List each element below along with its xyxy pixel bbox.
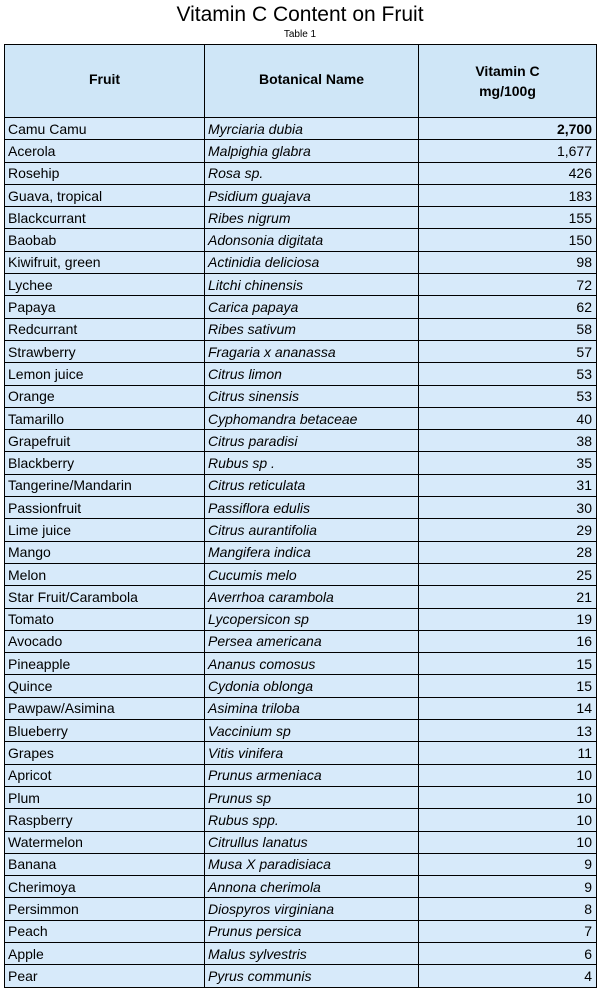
- fruit-cell: Lychee: [5, 274, 205, 296]
- vitamin-value-cell: 40: [419, 407, 597, 429]
- vitamin-value-cell: 30: [419, 497, 597, 519]
- fruit-column-header: Fruit: [5, 45, 205, 118]
- botanical-name-cell: Cucumis melo: [205, 563, 419, 585]
- table-row: [5, 340, 597, 362]
- botanical-name-cell: Pyrus communis: [205, 965, 419, 987]
- botanical-name-cell: Malpighia glabra: [205, 140, 419, 162]
- vitamin-value-cell: 28: [419, 541, 597, 563]
- table-row: [5, 697, 597, 719]
- vitamin-value-cell: 29: [419, 519, 597, 541]
- table-row: [5, 118, 597, 140]
- botanical-column-header: Botanical Name: [205, 45, 419, 118]
- vitamin-value-cell: 9: [419, 853, 597, 875]
- botanical-name-cell: Averrhoa carambola: [205, 586, 419, 608]
- fruit-cell: Banana: [5, 853, 205, 875]
- page-title: Vitamin C Content on Fruit: [176, 3, 424, 26]
- fruit-cell: Star Fruit/Carambola: [5, 586, 205, 608]
- fruit-cell: Lime juice: [5, 519, 205, 541]
- table-row: [5, 608, 597, 630]
- table-row: [5, 920, 597, 942]
- fruit-cell: Avocado: [5, 630, 205, 652]
- fruit-cell: Plum: [5, 786, 205, 808]
- vitamin-value-cell: 13: [419, 720, 597, 742]
- table-row: [5, 430, 597, 452]
- botanical-name-cell: Diospyros virginiana: [205, 898, 419, 920]
- table-row: [5, 140, 597, 162]
- fruit-cell: Camu Camu: [5, 118, 205, 140]
- table-row: [5, 229, 597, 251]
- table-row: [5, 853, 597, 875]
- table-row: [5, 720, 597, 742]
- fruit-cell: Mango: [5, 541, 205, 563]
- vitamin-column-header: [419, 45, 597, 118]
- fruit-cell: Apricot: [5, 764, 205, 786]
- botanical-name-cell: Prunus persica: [205, 920, 419, 942]
- fruit-cell: Strawberry: [5, 340, 205, 362]
- table-row: [5, 563, 597, 585]
- fruit-cell: Grapefruit: [5, 430, 205, 452]
- botanical-name-cell: Lycopersicon sp: [205, 608, 419, 630]
- botanical-name-cell: Actinidia deliciosa: [205, 251, 419, 273]
- table-row: [5, 965, 597, 987]
- botanical-name-cell: Citrus paradisi: [205, 430, 419, 452]
- vitamin-value-cell: 10: [419, 764, 597, 786]
- fruit-cell: Apple: [5, 942, 205, 964]
- botanical-name-cell: Ananus comosus: [205, 653, 419, 675]
- fruit-cell: Papaya: [5, 296, 205, 318]
- botanical-name-cell: Musa X paradisiaca: [205, 853, 419, 875]
- fruit-cell: Quince: [5, 675, 205, 697]
- fruit-cell: Watermelon: [5, 831, 205, 853]
- fruit-cell: Raspberry: [5, 809, 205, 831]
- botanical-name-cell: Asimina triloba: [205, 697, 419, 719]
- table-row: [5, 942, 597, 964]
- botanical-name-cell: Citrus reticulata: [205, 474, 419, 496]
- table-row: [5, 675, 597, 697]
- vitamin-value-cell: 155: [419, 207, 597, 229]
- fruit-cell: Blackberry: [5, 452, 205, 474]
- vitamin-value-cell: 14: [419, 697, 597, 719]
- fruit-cell: Persimmon: [5, 898, 205, 920]
- table-row: [5, 474, 597, 496]
- table-row: [5, 407, 597, 429]
- vitamin-value-cell: 31: [419, 474, 597, 496]
- table-row: [5, 876, 597, 898]
- fruit-cell: Tamarillo: [5, 407, 205, 429]
- table-row: [5, 586, 597, 608]
- botanical-name-cell: Ribes sativum: [205, 318, 419, 340]
- vitamin-value-cell: 4: [419, 965, 597, 987]
- fruit-cell: Redcurrant: [5, 318, 205, 340]
- table-row: [5, 162, 597, 184]
- fruit-cell: Tangerine/Mandarin: [5, 474, 205, 496]
- botanical-name-cell: Vaccinium sp: [205, 720, 419, 742]
- botanical-name-cell: Rosa sp.: [205, 162, 419, 184]
- botanical-name-cell: Citrullus lanatus: [205, 831, 419, 853]
- fruit-cell: Baobab: [5, 229, 205, 251]
- table-row: [5, 184, 597, 206]
- vitamin-value-cell: 62: [419, 296, 597, 318]
- botanical-name-cell: Litchi chinensis: [205, 274, 419, 296]
- botanical-name-cell: Passiflora edulis: [205, 497, 419, 519]
- table-row: [5, 274, 597, 296]
- botanical-name-cell: Vitis vinifera: [205, 742, 419, 764]
- table-row: [5, 786, 597, 808]
- vitamin-value-cell: 25: [419, 563, 597, 585]
- vitamin-value-cell: 57: [419, 340, 597, 362]
- fruit-cell: Cherimoya: [5, 876, 205, 898]
- vitamin-value-cell: 10: [419, 786, 597, 808]
- fruit-cell: Rosehip: [5, 162, 205, 184]
- botanical-name-cell: Persea americana: [205, 630, 419, 652]
- vitamin-value-cell: 2,700: [419, 118, 597, 140]
- vitamin-header-line1: Vitamin C: [475, 63, 540, 79]
- vitamin-value-cell: 9: [419, 876, 597, 898]
- vitamin-value-cell: 35: [419, 452, 597, 474]
- table-row: [5, 385, 597, 407]
- table-row: [5, 898, 597, 920]
- botanical-name-cell: Prunus sp: [205, 786, 419, 808]
- vitamin-value-cell: 21: [419, 586, 597, 608]
- botanical-name-cell: Mangifera indica: [205, 541, 419, 563]
- botanical-name-cell: Fragaria x ananassa: [205, 340, 419, 362]
- vitamin-value-cell: 8: [419, 898, 597, 920]
- table-row: [5, 809, 597, 831]
- botanical-name-cell: Citrus sinensis: [205, 385, 419, 407]
- botanical-name-cell: Ribes nigrum: [205, 207, 419, 229]
- vitamin-value-cell: 53: [419, 363, 597, 385]
- table-row: [5, 541, 597, 563]
- fruit-cell: Peach: [5, 920, 205, 942]
- fruit-cell: Pineapple: [5, 653, 205, 675]
- table-row: [5, 764, 597, 786]
- vitamin-value-cell: 10: [419, 809, 597, 831]
- botanical-name-cell: Malus sylvestris: [205, 942, 419, 964]
- table-row: [5, 318, 597, 340]
- botanical-name-cell: Citrus aurantifolia: [205, 519, 419, 541]
- fruit-cell: Guava, tropical: [5, 184, 205, 206]
- vitamin-value-cell: 53: [419, 385, 597, 407]
- table-row: [5, 207, 597, 229]
- fruit-cell: Kiwifruit, green: [5, 251, 205, 273]
- botanical-name-cell: Adonsonia digitata: [205, 229, 419, 251]
- vitamin-value-cell: 11: [419, 742, 597, 764]
- fruit-cell: Blueberry: [5, 720, 205, 742]
- table-row: [5, 452, 597, 474]
- vitamin-value-cell: 72: [419, 274, 597, 296]
- vitamin-value-cell: 19: [419, 608, 597, 630]
- table-row: [5, 296, 597, 318]
- botanical-name-cell: Cyphomandra betaceae: [205, 407, 419, 429]
- table-row: [5, 742, 597, 764]
- fruit-cell: Grapes: [5, 742, 205, 764]
- botanical-name-cell: Cydonia oblonga: [205, 675, 419, 697]
- fruit-cell: Acerola: [5, 140, 205, 162]
- table-row: [5, 251, 597, 273]
- botanical-name-cell: Rubus spp.: [205, 809, 419, 831]
- vitamin-value-cell: 58: [419, 318, 597, 340]
- vitamin-value-cell: 1,677: [419, 140, 597, 162]
- vitamin-value-cell: 38: [419, 430, 597, 452]
- botanical-name-cell: Rubus sp .: [205, 452, 419, 474]
- table-row: [5, 630, 597, 652]
- fruit-cell: Pear: [5, 965, 205, 987]
- table-caption: Table 1: [283, 29, 317, 40]
- vitamin-c-table: [4, 44, 597, 988]
- vitamin-header-line2: mg/100g: [479, 83, 536, 99]
- botanical-name-cell: Annona cherimola: [205, 876, 419, 898]
- vitamin-value-cell: 16: [419, 630, 597, 652]
- fruit-cell: Orange: [5, 385, 205, 407]
- fruit-cell: Tomato: [5, 608, 205, 630]
- botanical-name-cell: Prunus armeniaca: [205, 764, 419, 786]
- fruit-cell: Melon: [5, 563, 205, 585]
- botanical-name-cell: Citrus limon: [205, 363, 419, 385]
- fruit-cell: Passionfruit: [5, 497, 205, 519]
- table-row: [5, 363, 597, 385]
- table-row: [5, 653, 597, 675]
- fruit-cell: Lemon juice: [5, 363, 205, 385]
- vitamin-value-cell: 150: [419, 229, 597, 251]
- header-row: [5, 45, 597, 118]
- table-row: [5, 519, 597, 541]
- vitamin-value-cell: 426: [419, 162, 597, 184]
- botanical-name-cell: Psidium guajava: [205, 184, 419, 206]
- fruit-cell: Pawpaw/Asimina: [5, 697, 205, 719]
- vitamin-value-cell: 98: [419, 251, 597, 273]
- vitamin-value-cell: 15: [419, 653, 597, 675]
- botanical-name-cell: Myrciaria dubia: [205, 118, 419, 140]
- table-row: [5, 497, 597, 519]
- fruit-cell: Blackcurrant: [5, 207, 205, 229]
- vitamin-value-cell: 10: [419, 831, 597, 853]
- vitamin-value-cell: 15: [419, 675, 597, 697]
- vitamin-value-cell: 183: [419, 184, 597, 206]
- table-row: [5, 831, 597, 853]
- botanical-name-cell: Carica papaya: [205, 296, 419, 318]
- vitamin-value-cell: 6: [419, 942, 597, 964]
- vitamin-value-cell: 7: [419, 920, 597, 942]
